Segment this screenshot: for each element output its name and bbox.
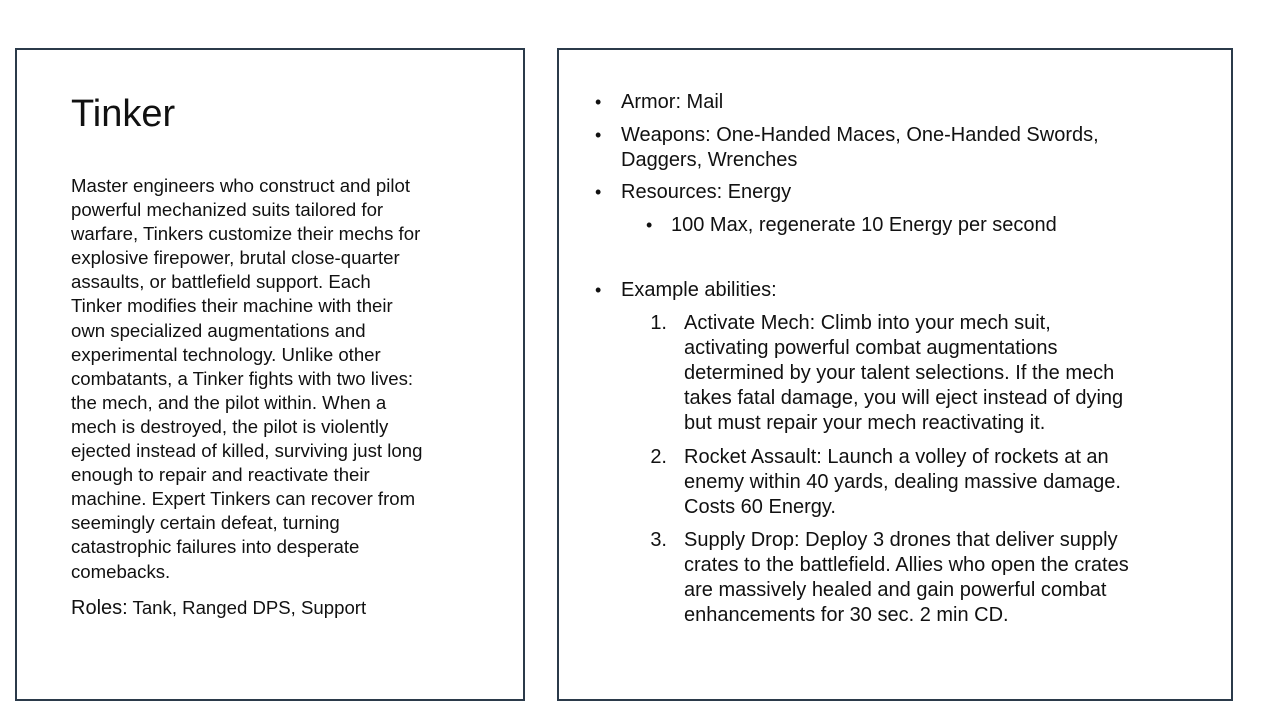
ability-1-line: but must repair your mech reactivating it. [684,412,1046,434]
ability-1-line: activating powerful combat augmentations [684,337,1058,359]
bullet-icon: • [595,92,602,112]
abilities-heading: Example abilities: [621,279,777,301]
ability-3-line: crates to the battlefield. Allies who open the crates [684,554,1129,576]
description-line: ejected instead of killed, surviving just long [71,440,423,462]
description-line: mech is destroyed, the pilot is violently [71,415,389,437]
description-line: catastrophic failures into desperate [71,536,360,558]
description-line: machine. Expert Tinkers can recover from [71,488,416,510]
ability-1-line: determined by your talent selections. If the mech [684,362,1115,384]
roles-label: Roles: [71,597,128,619]
description-line: combatants, a Tinker fights with two lives: [71,367,414,389]
class-details-panel [557,48,1233,701]
description-line: explosive firepower, brutal close-quarter [71,247,400,269]
description-line: enough to repair and reactivate their [71,464,370,486]
description-line: Tinker modifies their machine with their [71,295,393,317]
ability-number: 2. [650,446,667,468]
ability-3-line: Supply Drop: Deploy 3 drones that deliver supply [684,529,1118,551]
class-description [71,174,491,584]
description-line: warfare, Tinkers customize their mechs for [71,223,421,245]
ability-2-line: enemy within 40 yards, dealing massive damage. [684,471,1121,493]
bullet-icon: • [595,280,602,300]
ability-3-line: are massively healed and gain powerful combat [684,579,1107,601]
description-line: own specialized augmentations and [71,319,366,341]
description-line: comebacks. [71,560,171,582]
description-line: seemingly certain defeat, turning [71,512,340,534]
description-line: powerful mechanized suits tailored for [71,199,384,221]
weapons-line-1: Weapons: One-Handed Maces, One-Handed Swords, [621,124,1099,146]
bullet-icon: • [595,125,602,145]
armor-line: Armor: Mail [621,91,724,113]
description-line: experimental technology. Unlike other [71,343,381,365]
ability-1-line: takes fatal damage, you will eject instead of dying [684,387,1124,409]
ability-number: 1. [650,312,667,334]
ability-number: 3. [650,529,667,551]
class-roles [71,596,366,620]
description-line: assaults, or battlefield support. Each [71,271,371,293]
description-line: the mech, and the pilot within. When a [71,391,387,413]
sub-bullet-icon: • [646,215,653,235]
resources-line: Resources: Energy [621,181,792,203]
roles-value: Tank, Ranged DPS, Support [132,597,367,618]
ability-1-line: Activate Mech: Climb into your mech suit, [684,312,1051,334]
resource-detail-line: 100 Max, regenerate 10 Energy per second [671,214,1057,236]
weapons-line-2: Daggers, Wrenches [621,149,798,171]
class-title: Tinker [71,93,176,135]
class-description-panel [15,48,525,701]
ability-3-line: enhancements for 30 sec. 2 min CD. [684,604,1009,626]
ability-2-line: Rocket Assault: Launch a volley of rockets at an [684,446,1109,468]
ability-2-line: Costs 60 Energy. [684,496,836,518]
description-line: Master engineers who construct and pilot [71,175,410,196]
bullet-icon: • [595,182,602,202]
